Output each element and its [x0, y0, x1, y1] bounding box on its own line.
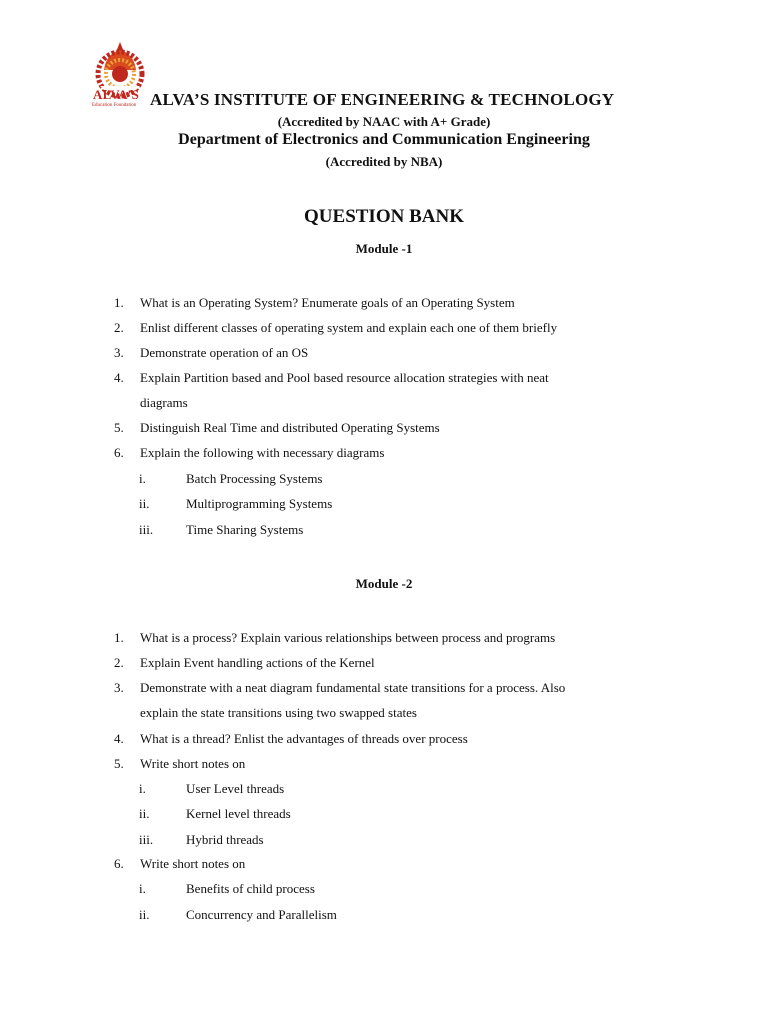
sub-question-text: Batch Processing Systems: [186, 471, 323, 486]
sub-question-number: ii.: [139, 806, 150, 821]
department-name: Department of Electronics and Communication Engineering: [178, 131, 590, 148]
sub-question-number: i.: [139, 881, 146, 896]
question-text: Distinguish Real Time and distributed Operating Systems: [140, 420, 440, 435]
sub-question-number: iii.: [139, 832, 154, 847]
sub-question-text: Benefits of child process: [186, 881, 315, 896]
question-text: Demonstrate operation of an OS: [140, 345, 309, 360]
question-text: Explain Event handling actions of the Kernel: [140, 655, 375, 670]
question-number: 2.: [114, 320, 124, 335]
sub-question-number: ii.: [139, 907, 150, 922]
question-text: Write short notes on: [140, 756, 246, 771]
sub-question-text: Hybrid threads: [186, 832, 264, 847]
sub-question-text: Concurrency and Parallelism: [186, 907, 337, 922]
question-number: 2.: [114, 655, 124, 670]
sub-question-number: iii.: [139, 522, 154, 537]
question-text: What is a thread? Enlist the advantages of threads over process: [140, 731, 468, 746]
logo-subtext: Education Foundation: [92, 103, 137, 108]
question-number: 4.: [114, 731, 124, 746]
question-text: Write short notes on: [140, 856, 246, 871]
question-number: 3.: [114, 680, 124, 695]
question-text: explain the state transitions using two swapped states: [140, 705, 417, 720]
sub-question-text: User Level threads: [186, 781, 285, 796]
question-number: 4.: [114, 370, 124, 385]
question-number: 6.: [114, 445, 124, 460]
question-number: 6.: [114, 856, 124, 871]
question-number: 3.: [114, 345, 124, 360]
question-number: 1.: [114, 295, 124, 310]
naac-accreditation: (Accredited by NAAC with A+ Grade): [277, 114, 491, 129]
nba-accreditation: (Accredited by NBA): [325, 154, 443, 169]
sub-question-text: Time Sharing Systems: [186, 522, 304, 537]
page-title: QUESTION BANK: [304, 206, 464, 227]
sub-question-number: i.: [139, 471, 146, 486]
sub-question-text: Multiprogramming Systems: [186, 496, 333, 511]
question-text: What is an Operating System? Enumerate goals of an Operating System: [140, 295, 515, 310]
question-text: Enlist different classes of operating system and explain each one of them briefly: [140, 320, 558, 335]
question-text: Explain Partition based and Pool based resource allocation strategies with neat: [140, 370, 549, 385]
module-title: Module -1: [355, 241, 413, 256]
question-number: 5.: [114, 756, 124, 771]
sub-question-number: ii.: [139, 496, 150, 511]
question-number: 5.: [114, 420, 124, 435]
question-number: 1.: [114, 630, 124, 645]
sub-question-number: i.: [139, 781, 146, 796]
question-text: What is a process? Explain various relationships between process and programs: [140, 630, 556, 645]
question-text: diagrams: [140, 395, 188, 410]
logo-text: ALVA'S: [93, 87, 140, 102]
question-text: Demonstrate with a neat diagram fundamental state transitions for a process. Also: [140, 680, 566, 695]
question-text: Explain the following with necessary diagrams: [140, 445, 385, 460]
institute-name: ALVA’S INSTITUTE OF ENGINEERING & TECHNOLOGY: [150, 90, 615, 109]
module-title: Module -2: [355, 576, 413, 591]
sub-question-text: Kernel level threads: [186, 806, 291, 821]
